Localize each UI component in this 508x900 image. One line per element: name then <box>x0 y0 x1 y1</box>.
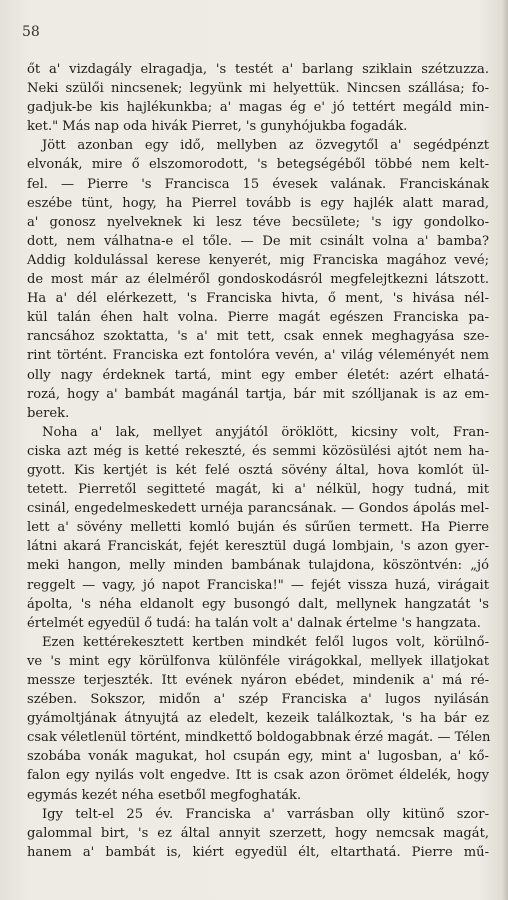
body-text <box>27 60 489 862</box>
text-line: Jött azonban egy idő, mellyben az özvegytől a' segédpénzt <box>42 138 489 154</box>
text-line: Ezen kettérekesztett kertben mindkét felől lugos volt, körülnő- <box>42 634 489 650</box>
text-line: Igy telt-el 25 év. Franciska a' varrásban olly kitünő szor- <box>42 806 489 822</box>
text-line: Addig koldulással kerese kenyerét, mig Franciska magához vevé; <box>27 252 489 268</box>
text-line: ciska azt még is ketté rekeszté, és semmi közösülési ajtót nem ha- <box>27 443 489 459</box>
text-line: de most már az élelméről gondoskodásról megfelejtkezni látszott. <box>27 272 489 288</box>
text-line: Ha a' dél elérkezett, 's Franciska hivta, ő ment, 's hivása nél- <box>27 291 489 307</box>
text-line: gyámoltjának átnyujtá az eledelt, kezeik találkoztak, 's ha bár ez <box>27 711 489 727</box>
text-line: rancsához szoktatta, 's a' mit tett, csak ennek meghagyása sze- <box>27 329 489 345</box>
text-line: a' gonosz nyelveknek ki lesz téve becsülete; 's igy gondolko- <box>27 214 489 230</box>
text-line: ket." Más nap oda hivák Pierret, 's gunyhójukba fogadák. <box>27 119 408 135</box>
text-line: tetett. Pierretől segitteté magát, ki a' nélkül, hogy tudná, mit <box>27 482 489 498</box>
text-line: őt a' vizdagály elragadja, 's testét a' barlang sziklain szétzuzza. <box>27 62 489 77</box>
text-line: meki hangon, melly minden bambának tulajdona, köszöntvén: „jó <box>27 558 489 574</box>
text-line: értelmét egyedül ő tudá: ha talán volt a' dalnak értelme 's hangzata. <box>27 615 481 631</box>
text-line: reggelt — vagy, jó napot Franciska!" — fejét vissza huzá, virágait <box>27 577 489 593</box>
text-line: gadjuk-be kis hajlékunkba; a' magas ég e' jó tettért megáld min- <box>27 100 489 116</box>
text-line: fel. — Pierre 's Francisca 15 évesek valának. Franciskának <box>27 176 489 192</box>
page-edge-shadow <box>502 0 508 900</box>
text-line: Neki szülői nincsenek; legyünk mi helyettük. Nincsen szállása; fo- <box>27 81 489 97</box>
text-line: berek. <box>27 405 70 421</box>
text-line: csak véletlenül történt, mindkettő boldogabbnak érzé magát. — Télen <box>27 730 491 746</box>
text-line: rint történt. Franciska ezt fontolóra vevén, a' világ véleményét nem <box>27 348 489 364</box>
text-line: látni akará Franciskát, fejét keresztül dugá lombjain, 's azon gyer- <box>27 539 489 555</box>
text-line: gyott. Kis kertjét is két felé osztá sövény által, hova komlót ül- <box>27 462 489 478</box>
text-line: lett a' sövény melletti komló buján és sűrűen termett. Ha Pierre <box>27 520 489 536</box>
text-line: szobába vonák magukat, hol csupán egy, mint a' lugosban, a' kő- <box>27 749 489 765</box>
text-line: kül talán éhen halt volna. Pierre magát egészen Franciska pa- <box>27 310 489 326</box>
text-line: elvonák, mire ő elszomorodott, 's betegségéből többé nem kelt- <box>27 157 489 173</box>
text-line: rozá, hogy a' bambát magánál tartja, bár mit szólljanak is az em- <box>27 386 489 402</box>
text-line: ve 's mint egy körülfonva különféle virágokkal, mellyek illatjokat <box>27 653 489 669</box>
text-line: ápolta, 's néha eldanolt egy busongó dalt, mellynek hangzatát 's <box>27 596 489 612</box>
text-line: messze terjeszték. Itt evének nyáron ebédet, mindenik a' má ré- <box>27 673 489 688</box>
text-line: csinál, engedelmeskedett urnéja parancsának. — Gondos ápolás mel- <box>27 501 489 517</box>
text-line: falon egy nyilás volt engedve. Itt is csak azon örömet éldelék, hogy <box>27 768 489 784</box>
text-line: dott, nem válhatna-e el tőle. — De mit csinált volna a' bamba? <box>27 233 489 249</box>
text-line: eszébe tünt, hogy, ha Pierrel tovább is egy hajlék alatt marad, <box>27 195 489 211</box>
text-line: szében. Sokszor, midőn a' szép Franciska a' lugos nyilásán <box>27 692 489 708</box>
text-line: olly nagy érdeknek tartá, mint egy ember életét: azért elhatá- <box>27 367 489 383</box>
text-line: galommal birt, 's ez által annyit szerzett, hogy nemcsak magát, <box>27 825 489 841</box>
text-line: hanem a' bambát is, kiért egyedül élt, eltarthatá. Pierre mű- <box>27 844 489 860</box>
page-number: 58 <box>22 24 40 40</box>
text-line: egymás kezét néha esetből megfoghaták. <box>27 787 302 803</box>
text-line: Noha a' lak, mellyet anyjától öröklött, kicsiny volt, Fran- <box>42 424 489 440</box>
